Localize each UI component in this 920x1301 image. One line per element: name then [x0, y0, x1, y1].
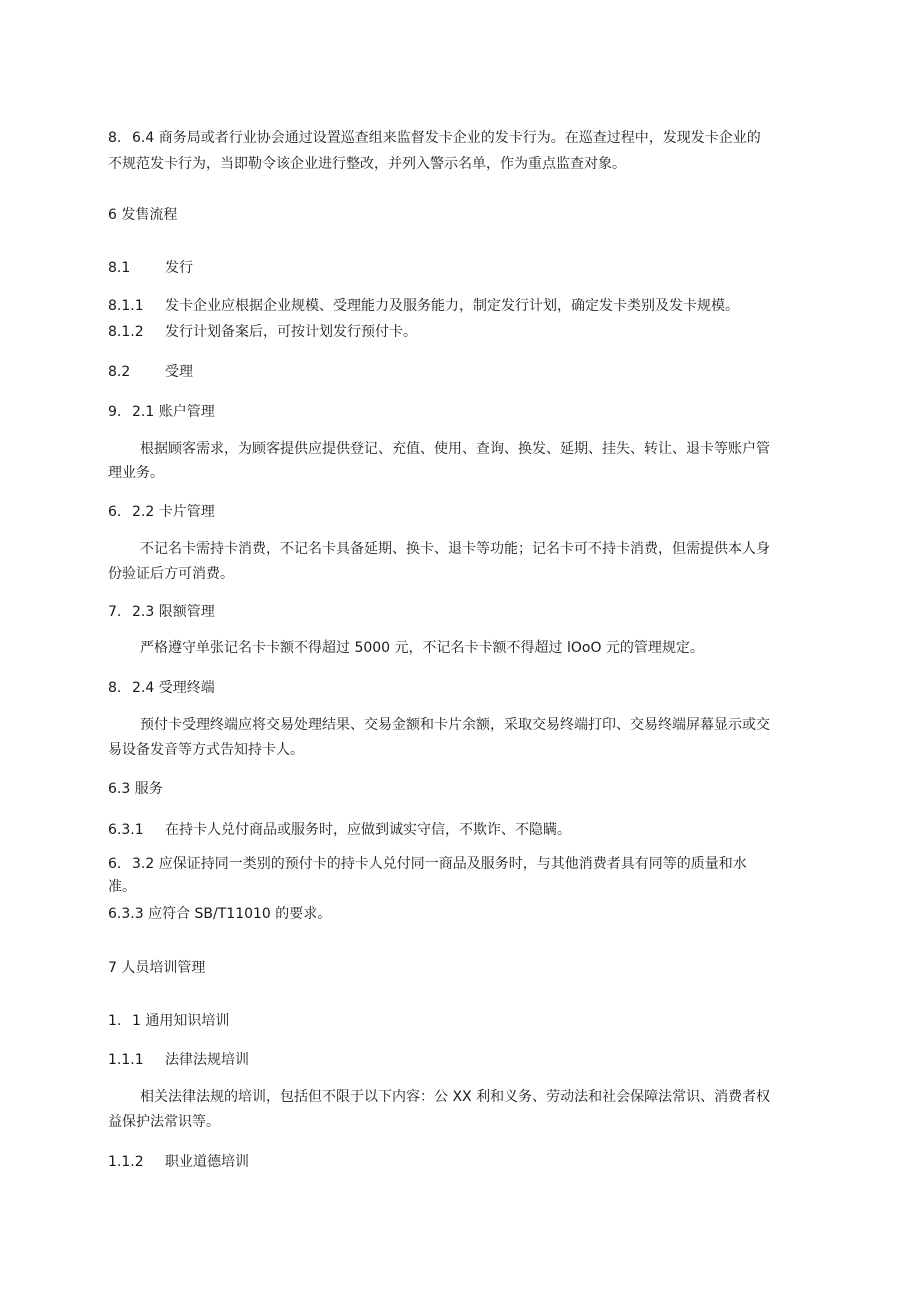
clause-text: 发卡企业应根据企业规模、受理能力及服务能力，制定发行计划，确定发卡类别及发卡规模。: [165, 298, 739, 314]
paragraph-text: 根据顾客需求，为顾客提供应提供登记、充值、使用、查询、换发、延期、挂失、转让、退卡等账户管: [140, 441, 770, 457]
clause-title: 职业道德培训: [165, 1154, 249, 1170]
clause-title: 法律法规培训: [165, 1052, 249, 1068]
clause-number: 8.1.2: [108, 324, 144, 340]
paragraph-continuation: 易设备发音等方式告知持卡人。: [108, 742, 304, 758]
paragraph-text: 6.4 商务局或者行业协会通过设置巡查组来监督发卡企业的发卡行为。在巡查过程中，发现发卡企业的: [132, 130, 761, 146]
list-number: 1.: [108, 1013, 122, 1029]
list-number: 8.: [108, 130, 122, 146]
item-title: 2.3 限额管理: [132, 604, 215, 620]
section-heading: 7 人员培训管理: [108, 960, 206, 976]
clause: [108, 296, 739, 316]
paragraph-continuation: 理业务。: [108, 465, 164, 481]
subsection-heading: [108, 362, 193, 382]
item-title: 2.2 卡片管理: [132, 504, 215, 520]
subsection-heading: [108, 1011, 229, 1031]
paragraph: [108, 128, 761, 148]
clause-number: 6.3.1: [108, 822, 144, 838]
list-number: 8.: [108, 680, 122, 696]
list-number: 9.: [108, 404, 122, 420]
subsection-heading: [108, 258, 193, 278]
paragraph-text: 预付卡受理终端应将交易处理结果、交易金额和卡片余额，采取交易终端打印、交易终端屏幕显示或交: [140, 717, 770, 733]
clause-text: 在持卡人兑付商品或服务时，应做到诚实守信，不欺诈、不隐瞒。: [165, 822, 571, 838]
clause: [108, 820, 571, 840]
clause: [108, 854, 747, 874]
clause: [108, 1152, 249, 1172]
clause-text: 3.2 应保证持同一类别的预付卡的持卡人兑付同一商品及服务时，与其他消费者具有同等的质量和水: [132, 856, 747, 872]
section-number: 8.2: [108, 364, 131, 380]
list-number: 6.: [108, 504, 122, 520]
subsection-heading: 6.3 服务: [108, 781, 163, 797]
item-heading: [108, 502, 215, 522]
clause-text: 发行计划备案后，可按计划发行预付卡。: [165, 324, 417, 340]
paragraph-continuation: 益保护法常识等。: [108, 1114, 220, 1130]
item-title: 2.1 账户管理: [132, 404, 215, 420]
paragraph-text: 不记名卡需持卡消费，不记名卡具备延期、换卡、退卡等功能；记名卡可不持卡消费，但需提供本人身: [140, 541, 770, 557]
list-number: 7.: [108, 604, 122, 620]
clause-number: 1.1.2: [108, 1154, 144, 1170]
paragraph-continuation: 份验证后方可消费。: [108, 566, 234, 582]
list-number: 6.: [108, 856, 122, 872]
subsection-title: 1 通用知识培训: [132, 1013, 230, 1029]
section-heading: 6 发售流程: [108, 207, 178, 223]
clause: 6.3.3 应符合 SB/T11010 的要求。: [108, 906, 332, 922]
item-heading: [108, 678, 215, 698]
subsection-title: 受理: [165, 364, 193, 380]
paragraph-text: 严格遵守单张记名卡卡额不得超过 5000 元，不记名卡卡额不得超过 lOoO 元的管理规定。: [140, 640, 704, 656]
clause: [108, 322, 417, 342]
clause-number: 8.1.1: [108, 298, 144, 314]
paragraph-continuation: 准。: [108, 879, 136, 895]
item-heading: [108, 602, 215, 622]
section-number: 8.1: [108, 260, 131, 276]
item-title: 2.4 受理终端: [132, 680, 215, 696]
item-heading: [108, 402, 215, 422]
subsection-title: 发行: [165, 260, 193, 276]
paragraph-text: 相关法律法规的培训，包括但不限于以下内容：公 XX 利和义务、劳动法和社会保障法常识、消费者权: [140, 1089, 771, 1105]
clause-number: 1.1.1: [108, 1052, 144, 1068]
paragraph-continuation: 不规范发卡行为，当即勒令该企业进行整改，并列入警示名单，作为重点监查对象。: [108, 156, 626, 172]
clause: [108, 1050, 249, 1070]
